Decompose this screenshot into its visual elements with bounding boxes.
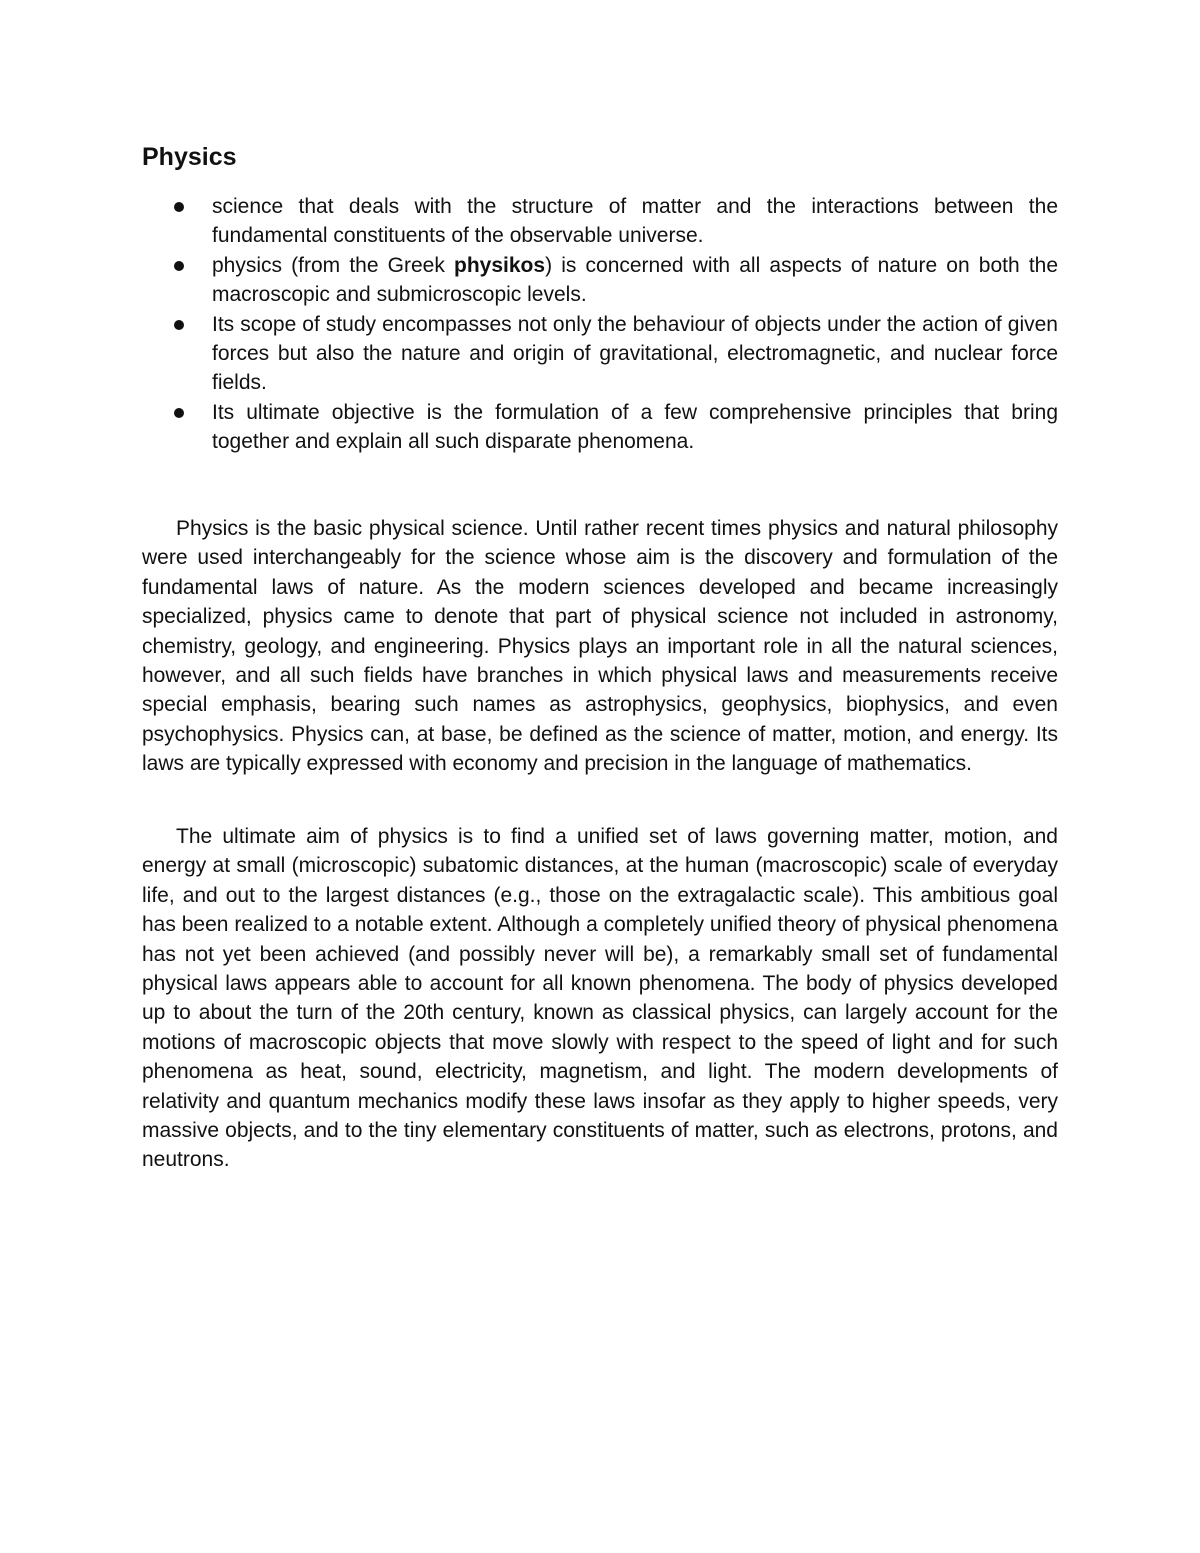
greek-term: physikos (454, 253, 546, 277)
bullet-item-scope (142, 310, 1058, 398)
body-paragraph-ultimate-aim: The ultimate aim of physics is to find a unified set of laws governing matter, motion, and energy at small (microscopic) subatomic distances, at the human (macroscopic) scale of everyday life, and out to the largest distances (e.g., those on the extragalactic scale). This ambitious goal has been realized to a notable extent. Although a completely unified theory of physical phenomena has not yet been achieved (and possibly never will be), a remarkably small set of fundamental physical laws appears able to account for all known phenomena. The body of physics developed up to about the turn of the 20th century, known as classical physics, can largely account for the motions of macroscopic objects that move slowly with respect to the speed of light and for such phenomena as heat, sound, electricity, magnetism, and light. The modern developments of relativity and quantum mechanics modify these laws insofar as they apply to higher speeds, very massive objects, and to the tiny elementary constituents of matter, such as electrons, protons, and neutrons. (142, 825, 1058, 1172)
bullet-item-definition (142, 192, 1058, 251)
bullet-text: Its scope of study encompasses not only the behaviour of objects under the action of given forces but also the nature and origin of gravitational, electromagnetic, and nuclear force fields. (212, 312, 1058, 395)
definition-list (142, 192, 1058, 457)
body-paragraph-basic-science: Physics is the basic physical science. Until rather recent times physics and natural philosophy were used interchangeably for the science whose aim is the discovery and formulation of the fundamental laws of nature. As the modern sciences developed and became increasingly specialized, physics came to denote that part of physical science not included in astronomy, chemistry, geology, and engineering. Physics plays an important role in all the natural sciences, however, and all such fields have branches in which physical laws and measurements receive special emphasis, bearing such names as astrophysics, geophysics, biophysics, and even psychophysics. Physics can, at base, be defined as the science of matter, motion, and energy. Its laws are typically expressed with economy and precision in the language of mathematics. (142, 517, 1058, 776)
bullet-text: Its ultimate objective is the formulation of a few comprehensive principles that bring together and explain all such disparate phenomena. (212, 400, 1058, 454)
document-title: Physics (142, 143, 237, 171)
bullet-dot-icon (174, 320, 184, 330)
bullet-text: science that deals with the structure of matter and the interactions between the fundamental constituents of the observable universe. (212, 195, 1058, 248)
bullet-item-objective (142, 398, 1058, 457)
bullet-dot-icon (174, 261, 184, 271)
bullet-text-before: physics (from the Greek (212, 253, 455, 277)
bullet-dot-icon (174, 202, 184, 212)
bullet-dot-icon (174, 408, 184, 418)
bullet-text-after: ) is concerned with all aspects of nature on both the macroscopic and submicroscopic levels. (212, 253, 1059, 307)
bullet-item-etymology (142, 251, 1058, 310)
